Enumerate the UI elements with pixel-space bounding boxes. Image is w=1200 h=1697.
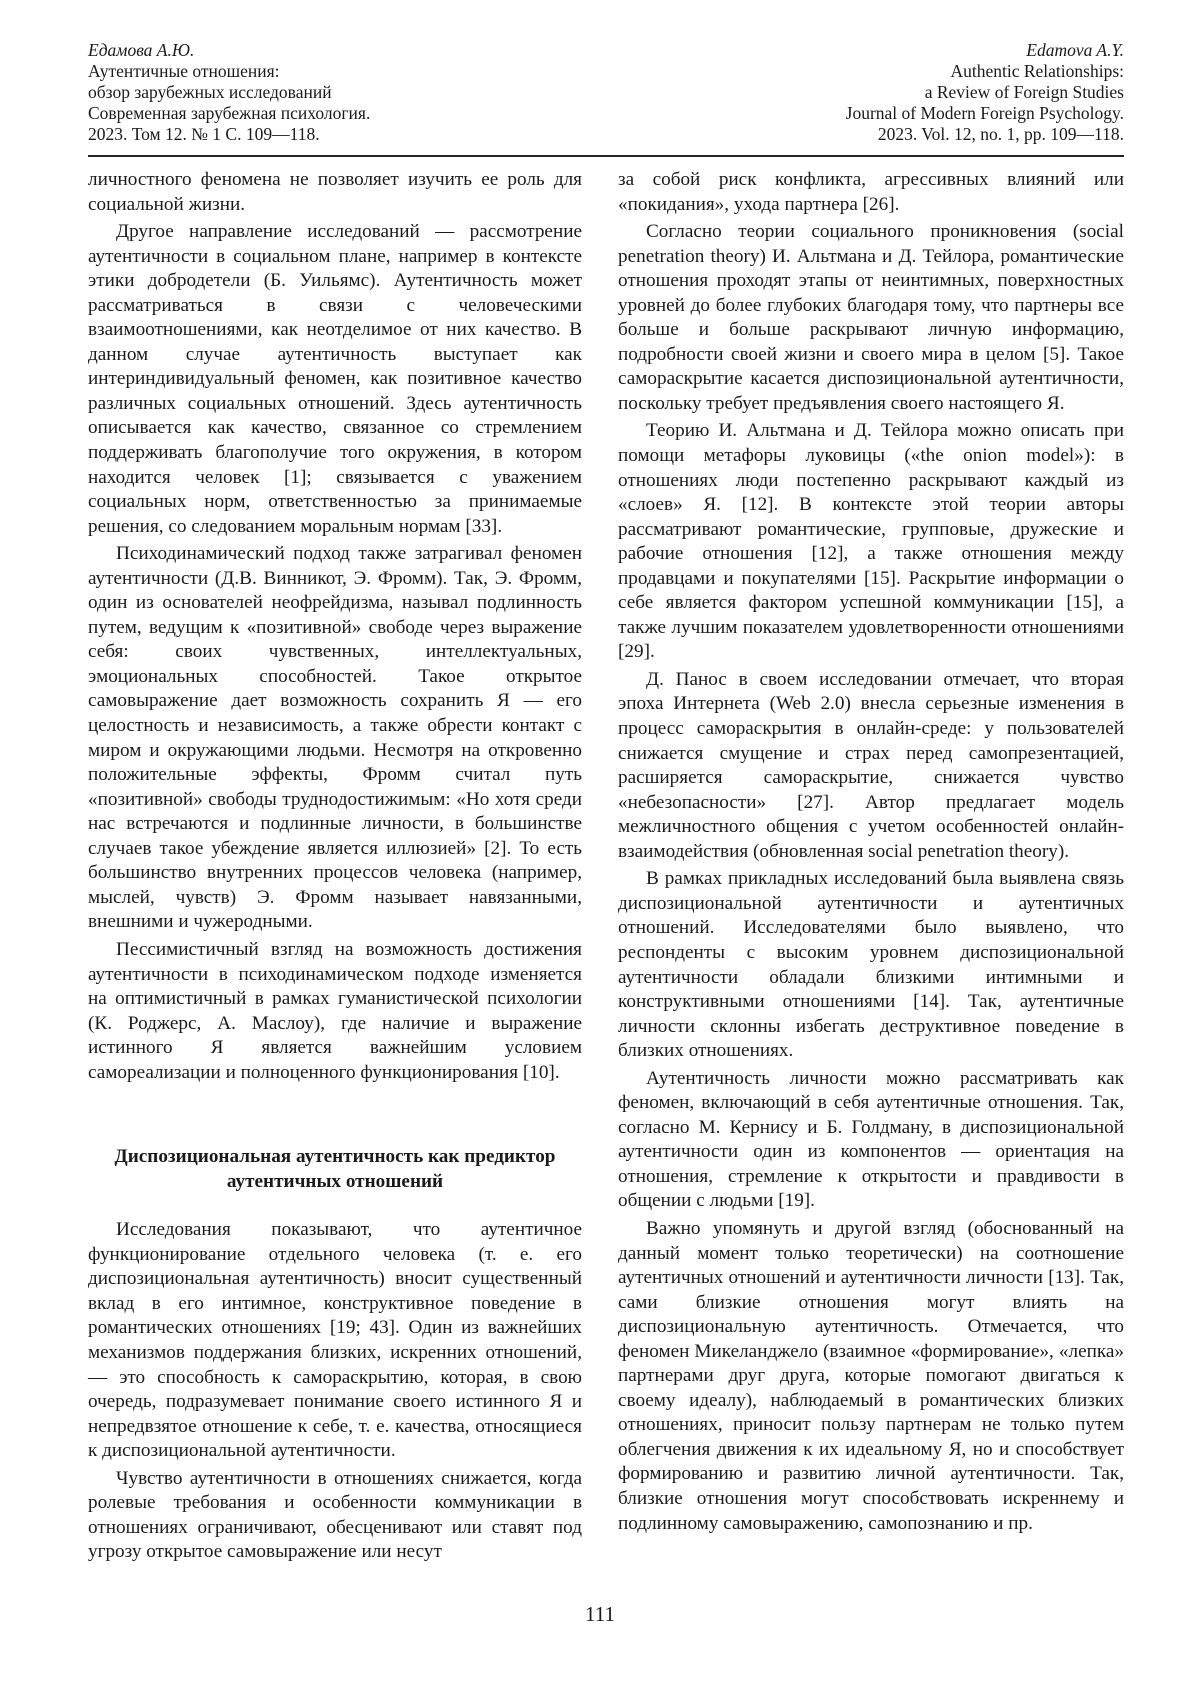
left-column <box>88 168 582 1565</box>
header-title-ru-2: обзор зарубежных исследований <box>88 82 332 102</box>
paragraph: Важно упомянуть и другой взгляд (обоснованный на данный момент только теоретически) на соотношение аутентичных отношений и аутентичности личности [13]. Так, сами близкие отношения могут влиять на диспозициональную аутентичность. Отмечается, что феномен Микеланджело (взаимное «формирование», «лепка» партнерами друг друга, которые помогают двигаться к своему идеалу), наблюдаемый в романтических близких отношениях, приносит пользу партнерам не только путем облегчения движения к их идеальному Я, но и способствует формированию и развитию личной аутентичности. Так, близкие отношения могут способствовать искреннему и подлинному самовыражению, самопознанию и пр. <box>618 1217 1124 1534</box>
paragraph: Другое направление исследований — рассмотрение аутентичности в социальном плане, например в контексте этики добродетели (Б. Уильямс). Аутентичность может рассматриваться в связи с человеческими взаимоотношениями, как неотделимое от них качество. В данном случае аутентичность выступает как интериндивидуальный феномен, как позитивное качество различных социальных отношений. Здесь аутентичность описывается как качество, связанное со стремлением поддерживать благополучие того окружения, в котором находится человек [1]; связывается с уважением социальных норм, ответственностью за принимаемые решения, со следованием моральным нормам [33]. <box>88 221 582 537</box>
paragraph: личностного феномена не позволяет изучить ее роль для социальной жизни. <box>88 169 582 215</box>
paragraph: Теорию И. Альтмана и Д. Тейлора можно описать при помощи метафоры луковицы («the onion model»): в отношениях люди постепенно раскрывают каждый из «слоев» Я. [12]. В контексте этой теории авторы рассматривают романтические, групповые, дружеские и рабочие отношения [12], а также отношения между продавцами и покупателями [15]. Раскрытие информации о себе является фактором успешной коммуникации [15], а также лучшим показателем удовлетворенности отношениями [29]. <box>618 420 1124 663</box>
header-russian <box>88 40 370 145</box>
header-english <box>846 40 1124 145</box>
header-journal-ru: Современная зарубежная психология. <box>88 103 371 123</box>
header-journal-en: Journal of Modern Foreign Psychology. <box>845 103 1124 123</box>
paragraph: Чувство аутентичности в отношениях снижается, когда ролевые требования и особенности коммуникации в отношениях ограничивают, обесценивают или ставят под угрозу открытое самовыражение или несут <box>88 1467 582 1563</box>
paragraph: Психодинамический подход также затрагивал феномен аутентичности (Д.В. Винникот, Э. Фромм). Так, Э. Фромм, один из основателей неофрейдизма, называл подлинность путем, ведущим к «позитивной» свободе через выражение себя: своих чувственных, интеллектуальных, эмоциональных способностей. Такое открытое самовыражение дает возможность сохранить Я — его целостность и независимость, а также обрести контакт с миром и окружающими людьми. Несмотря на откровенно положительные эффекты, Фромм считал путь «позитивной» свободы труднодостижимым: «Но хотя среди нас встречаются и подлинные личности, в большинстве случаев такое убеждение является иллюзией» [2]. То есть большинство внутренних процессов человека (например, мыслей, чувств) Э. Фромм называет навязанными, внешними и чужеродными. <box>88 543 582 933</box>
header-author-ru: Едамова А.Ю. <box>88 40 195 60</box>
paragraph: Согласно теории социального проникновения (social penetration theory) И. Альтмана и Д. Тейлора, романтические отношения проходят этапы от неинтимных, поверхностных уровней до более глубоких благодаря тому, что партнеры все больше и больше раскрывают личную информацию, подробности своей жизни и своего мира в целом [5]. Такое самораскрытие касается диспозициональной аутентичности, поскольку требует предъявления своего настоящего Я. <box>618 221 1124 414</box>
header-citation-ru: 2023. Том 12. № 1 С. 109—118. <box>88 124 320 144</box>
running-header <box>88 40 1124 152</box>
paragraph: Д. Панос в своем исследовании отмечает, что вторая эпоха Интернета (Web 2.0) внесла серьезные изменения в процесс самораскрытия в онлайн-среде: у пользователей снижается смущение и страх перед самопрезентацией, расширяется самораскрытие, снижается чувство «небезопасности» [27]. Автор предлагает модель межличностного общения с учетом особенностей онлайн-взаимодействия (обновленная social penetration theory). <box>618 668 1124 862</box>
paragraph: Пессимистичный взгляд на возможность достижения аутентичности в психодинамическом подходе изменяется на оптимистичный в рамках гуманистической психологии (К. Роджерс, А. Маслоу), где наличие и выражение истинного Я является важнейшим условием самореализации и полноценного функционирования [10]. <box>88 938 582 1083</box>
paragraph: Аутентичность личности можно рассматривать как феномен, включающий в себя аутентичные отношения. Так, согласно М. Кернису и Б. Голдману, в диспозициональной аутентичности один из компонентов — ориентация на отношения, стремление к открытости и правдивости в общении с людьми [19]. <box>618 1067 1124 1212</box>
section-heading <box>88 1145 582 1194</box>
header-title-en-2: a Review of Foreign Studies <box>924 82 1124 102</box>
paragraph: Исследования показывают, что аутентичное функционирование отдельного человека (т. е. его диспозициональная аутентичность) вносит существенный вклад в его интимное, конструктивное поведение в романтических отношениях [19; 43]. Один из важнейших механизмов поддержания близких, искренних отношений, — это способность к самораскрытию, которая, в свою очередь, подразумевает понимание своего истинного Я и непредвзятое отношение к себе, т. е. качества, относящиеся к диспозициональной аутентичности. <box>88 1219 582 1462</box>
header-author-en: Edamova A.Y. <box>1026 40 1124 60</box>
section-heading-line-2: аутентичных отношений <box>226 1170 444 1192</box>
right-column <box>618 168 1124 1536</box>
header-title-en-1: Authentic Relationships: <box>950 61 1124 81</box>
header-citation-en: 2023. Vol. 12, no. 1, pp. 109—118. <box>877 124 1124 144</box>
section-heading-line-1: Диспозициональная аутентичность как предиктор <box>114 1146 556 1168</box>
paragraph: за собой риск конфликта, агрессивных влияний или «покидания», ухода партнера [26]. <box>618 169 1124 215</box>
header-title-ru-1: Аутентичные отношения: <box>88 61 280 81</box>
header-rule <box>88 155 1124 157</box>
paragraph: В рамках прикладных исследований была выявлена связь диспозициональной аутентичности и аутентичных отношений. Исследователями было выявлено, что респонденты с высоким уровнем диспозициональной аутентичности обладали близкими интимными и конструктивными отношениями [14]. Так, аутентичные личности склонны избегать деструктивное поведение в близких отношениях. <box>618 868 1124 1062</box>
page-number: 111 <box>585 1602 615 1626</box>
